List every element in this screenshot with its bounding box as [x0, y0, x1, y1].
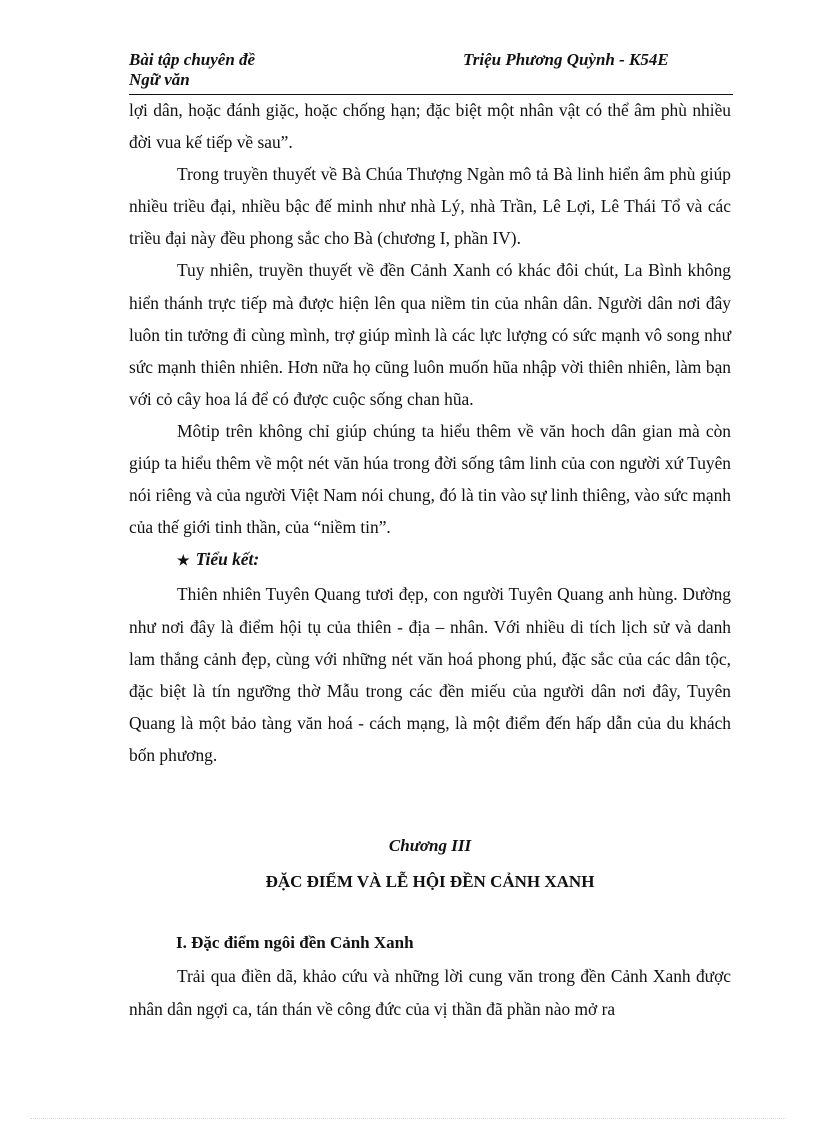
paragraph-conclusion: Thiên nhiên Tuyên Quang tươi đẹp, con người Tuyên Quang anh hùng. Dường như nơi đây là điểm hội tụ của thiên - địa – nhân. Với nhiều di tích lịch sử và danh lam thắng cảnh đẹp, cùng với những nét văn hoá phong phú, đặc sắc của các dân tộc, đặc biệt là tín ngưỡng thờ Mẫu trong các đền miếu của người dân nơi đây, Tuyên Quang là một bảo tàng văn hoá - cách mạng, là một điểm đến hấp dẫn của du khách bốn phương. — [129, 584, 731, 765]
header-author: Triệu Phương Quỳnh - K54E — [463, 50, 669, 69]
star-icon: ★ — [177, 554, 190, 570]
page-header — [129, 48, 733, 95]
header-course-line1: Bài tập chuyên đề — [129, 50, 256, 69]
header-course-line2: Ngữ văn — [129, 70, 190, 89]
subheading-label: Tiểu kết: — [195, 549, 260, 570]
chapter-title: ĐẶC ĐIỂM VÀ LỄ HỘI ĐỀN CẢNH XANH — [265, 872, 595, 891]
main-text — [129, 94, 731, 771]
paragraph: Trong truyền thuyết về Bà Chúa Thượng Ngàn mô tả Bà linh hiển âm phù giúp nhiều triều đại, nhiều bậc đế minh như nhà Lý, nhà Trần, Lê Lợi, Lê Thái Tổ và các triều đại này đều phong sắc cho Bà (chương I, phần IV). — [129, 164, 731, 249]
subheading-summary — [129, 543, 731, 578]
paragraph-continuation: lợi dân, hoặc đánh giặc, hoặc chống hạn; đặc biệt một nhân vật có thể âm phù nhiều đời vua kế tiếp về sau”. — [129, 100, 731, 153]
paragraph: Môtip trên không chỉ giúp chúng ta hiểu thêm về văn hoch dân gian mà còn giúp ta hiểu thêm về một nét văn húa trong đời sống tâm linh của con người xứ Tuyên nói riêng và của người Việt Nam nói chung, đó là tin vào sự linh thiêng, vào sức mạnh của thế giới tinh thần, của “niềm tin”. — [129, 420, 731, 538]
section-text-block — [129, 960, 731, 1026]
section-title: I. Đặc điểm ngôi đền Cảnh Xanh — [176, 933, 414, 952]
paragraph: Tuy nhiên, truyền thuyết về đền Cảnh Xanh có khác đôi chút, La Bình không hiển thánh trực tiếp mà được hiện lên qua niềm tin của nhân dân. Người dân nơi đây luôn tin tưởng đi cùng mình, trợ giúp mình là các lực lượng có sức mạnh vô song như sức mạnh thiên nhiên. Hơn nữa họ cũng luôn muốn hũa nhập vời thiên nhiên, làm bạn với cỏ cây hoa lá để có được cuộc sống chan hũa. — [129, 260, 731, 409]
paragraph: Trải qua điền dã, khảo cứu và những lời cung văn trong đền Cảnh Xanh được nhân dân ngợi ca, tán thán về công đức của vị thần đã phần nào mở ra — [129, 966, 731, 1019]
page-bottom-divider — [30, 1118, 786, 1119]
header-course-title — [129, 50, 329, 90]
chapter-label: Chương III — [388, 836, 472, 855]
